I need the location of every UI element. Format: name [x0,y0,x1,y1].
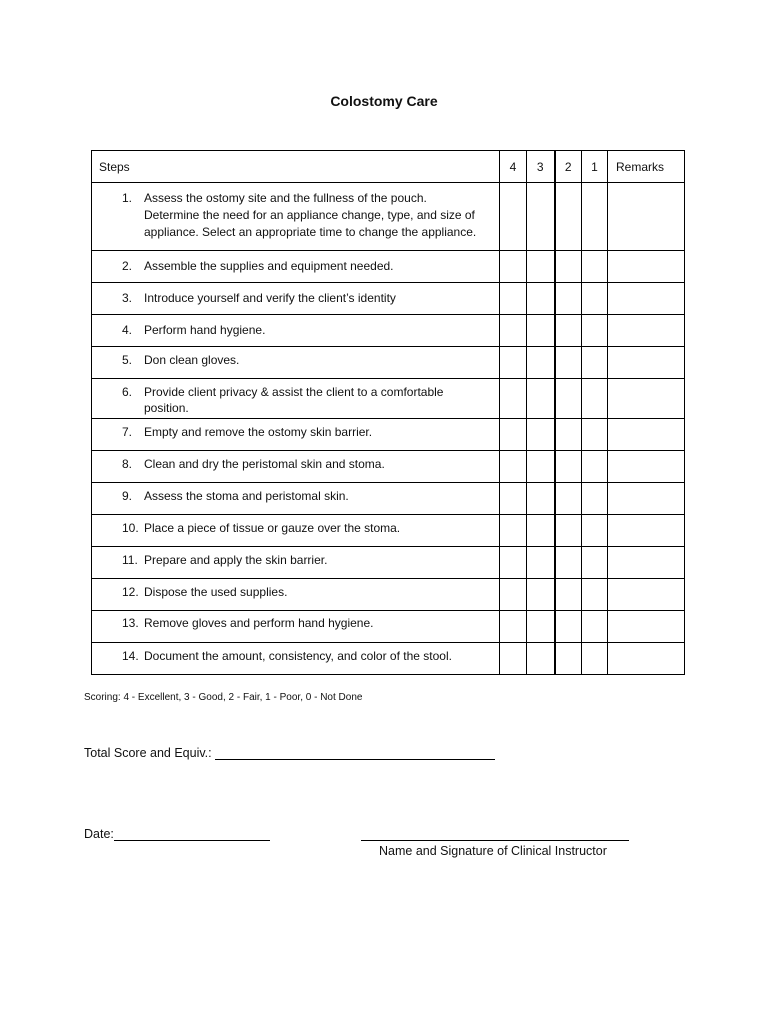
step-number: 7. [122,425,133,439]
remarks-cell[interactable] [608,643,685,675]
remarks-cell[interactable] [608,483,685,515]
step-text-line: Assess the stoma and peristomal skin. [144,489,349,503]
score-1-cell[interactable] [582,483,608,515]
step-cell [92,251,500,283]
step-cell [92,379,500,419]
step-number: 9. [122,489,133,503]
step-text-line: Assemble the supplies and equipment needed. [144,259,394,273]
step-text [144,322,499,339]
step-text [144,352,499,369]
score-1-cell[interactable] [582,379,608,419]
step-cell [92,483,500,515]
score-4-cell[interactable] [500,643,527,675]
step-text-line: Empty and remove the ostomy skin barrier. [144,425,373,439]
score-2-cell[interactable] [555,547,582,579]
score-4-cell[interactable] [500,283,527,315]
step-text-line: Determine the need for an appliance change, type, and size of [144,208,475,222]
date-line[interactable] [114,826,270,841]
remarks-cell[interactable] [608,611,685,643]
score-4-cell[interactable] [500,483,527,515]
total-score-field [84,745,495,760]
score-4-cell[interactable] [500,251,527,283]
score-2-cell[interactable] [555,419,582,451]
step-text [144,456,499,473]
score-2-cell[interactable] [555,515,582,547]
score-2-cell[interactable] [555,183,582,251]
score-2-header: 2 [555,151,582,183]
table-row [92,315,685,347]
step-text-line: Document the amount, consistency, and color of the stool. [144,649,452,663]
remarks-cell[interactable] [608,251,685,283]
remarks-cell[interactable] [608,315,685,347]
score-2-cell[interactable] [555,579,582,611]
steps-header: Steps [92,151,500,183]
score-4-cell[interactable] [500,611,527,643]
score-1-cell[interactable] [582,547,608,579]
table-row [92,283,685,315]
score-2-cell[interactable] [555,611,582,643]
score-3-cell[interactable] [527,483,555,515]
score-1-cell[interactable] [582,315,608,347]
step-text-line: Don clean gloves. [144,353,240,367]
step-cell [92,451,500,483]
step-cell [92,547,500,579]
scoring-legend: Scoring: 4 - Excellent, 3 - Good, 2 - Fair, 1 - Poor, 0 - Not Done [84,692,363,703]
table-row [92,515,685,547]
score-4-cell[interactable] [500,347,527,379]
total-score-label: Total Score and Equiv.: [84,746,212,760]
header-row [92,151,685,183]
score-3-cell[interactable] [527,547,555,579]
signature-label: Name and Signature of Clinical Instructor [379,844,607,858]
score-3-header: 3 [527,151,555,183]
step-number: 11. [122,553,138,567]
score-4-cell[interactable] [500,315,527,347]
score-4-cell[interactable] [500,579,527,611]
step-text [144,258,499,275]
score-1-cell[interactable] [582,579,608,611]
score-3-cell[interactable] [527,347,555,379]
table-row [92,611,685,643]
step-text-line: Clean and dry the peristomal skin and stoma. [144,457,385,471]
score-1-header: 1 [582,151,608,183]
date-label: Date: [84,827,114,841]
step-text [144,615,499,632]
step-number: 14. [122,649,139,663]
step-text-line: Assess the ostomy site and the fullness of the pouch. [144,191,427,205]
step-text-line: Perform hand hygiene. [144,323,266,337]
score-4-cell[interactable] [500,515,527,547]
table-row [92,547,685,579]
table-row [92,579,685,611]
page-title: Colostomy Care [330,93,438,109]
step-text-line: position. [144,401,189,415]
remarks-cell[interactable] [608,547,685,579]
step-number: 5. [122,353,133,367]
table-row [92,251,685,283]
remarks-cell[interactable] [608,451,685,483]
score-3-cell[interactable] [527,611,555,643]
step-text-line: Place a piece of tissue or gauze over the stoma. [144,521,401,535]
remarks-cell[interactable] [608,419,685,451]
signature-line[interactable] [361,840,629,841]
step-number: 2. [122,259,133,273]
score-3-cell[interactable] [527,379,555,419]
score-2-cell[interactable] [555,483,582,515]
remarks-cell[interactable] [608,379,685,419]
date-field [84,826,270,841]
step-cell [92,183,500,251]
table-row [92,183,685,251]
score-2-cell[interactable] [555,283,582,315]
step-text-line: Dispose the used supplies. [144,585,288,599]
score-1-cell[interactable] [582,183,608,251]
score-2-cell[interactable] [555,347,582,379]
step-text [144,552,499,569]
table-row [92,483,685,515]
score-1-cell[interactable] [582,515,608,547]
table-row [92,643,685,675]
remarks-cell[interactable] [608,579,685,611]
remarks-cell[interactable] [608,283,685,315]
step-text-line: Provide client privacy & assist the client to a comfortable [144,385,444,399]
step-text [144,290,499,307]
step-number: 1. [122,191,133,205]
step-number: 13. [122,616,139,630]
score-4-cell[interactable] [500,547,527,579]
table-row [92,419,685,451]
score-1-cell[interactable] [582,251,608,283]
score-3-cell[interactable] [527,515,555,547]
score-1-cell[interactable] [582,283,608,315]
step-number: 6. [122,385,133,399]
step-text [144,520,499,537]
step-text-line: Prepare and apply the skin barrier. [144,553,328,567]
step-text-line: appliance. Select an appropriate time to change the appliance. [144,225,477,239]
score-4-cell[interactable] [500,379,527,419]
score-2-cell[interactable] [555,379,582,419]
score-3-cell[interactable] [527,251,555,283]
score-2-cell[interactable] [555,451,582,483]
step-text [144,190,499,241]
score-1-cell[interactable] [582,419,608,451]
score-3-cell[interactable] [527,579,555,611]
score-1-cell[interactable] [582,451,608,483]
step-cell [92,347,500,379]
table-row [92,379,685,419]
remarks-header: Remarks [608,151,685,183]
step-number: 8. [122,457,133,471]
step-cell [92,611,500,643]
score-4-cell[interactable] [500,183,527,251]
step-cell [92,643,500,675]
remarks-cell[interactable] [608,515,685,547]
total-score-line[interactable] [215,745,495,760]
score-2-cell[interactable] [555,251,582,283]
step-number: 4. [122,323,133,337]
remarks-cell[interactable] [608,183,685,251]
table-row [92,451,685,483]
score-2-cell[interactable] [555,315,582,347]
step-text-line: Introduce yourself and verify the client’s identity [144,291,396,305]
score-3-cell[interactable] [527,643,555,675]
score-3-cell[interactable] [527,283,555,315]
step-text-line: Remove gloves and perform hand hygiene. [144,616,374,630]
step-number: 10. [122,521,139,535]
step-text [144,488,499,505]
score-4-cell[interactable] [500,451,527,483]
step-text [144,648,499,665]
score-4-cell[interactable] [500,419,527,451]
score-3-cell[interactable] [527,315,555,347]
table-row [92,347,685,379]
step-text [144,584,499,601]
step-cell [92,315,500,347]
score-3-cell[interactable] [527,419,555,451]
step-cell [92,579,500,611]
checklist-table [91,150,685,675]
score-2-cell[interactable] [555,643,582,675]
score-3-cell[interactable] [527,451,555,483]
step-number: 12. [122,585,139,599]
step-cell [92,419,500,451]
step-cell [92,515,500,547]
score-3-cell[interactable] [527,183,555,251]
step-number: 3. [122,291,133,305]
score-1-cell[interactable] [582,643,608,675]
step-cell [92,283,500,315]
step-text [144,424,499,441]
remarks-cell[interactable] [608,347,685,379]
step-text [144,384,499,415]
score-1-cell[interactable] [582,611,608,643]
score-1-cell[interactable] [582,347,608,379]
score-4-header: 4 [500,151,527,183]
